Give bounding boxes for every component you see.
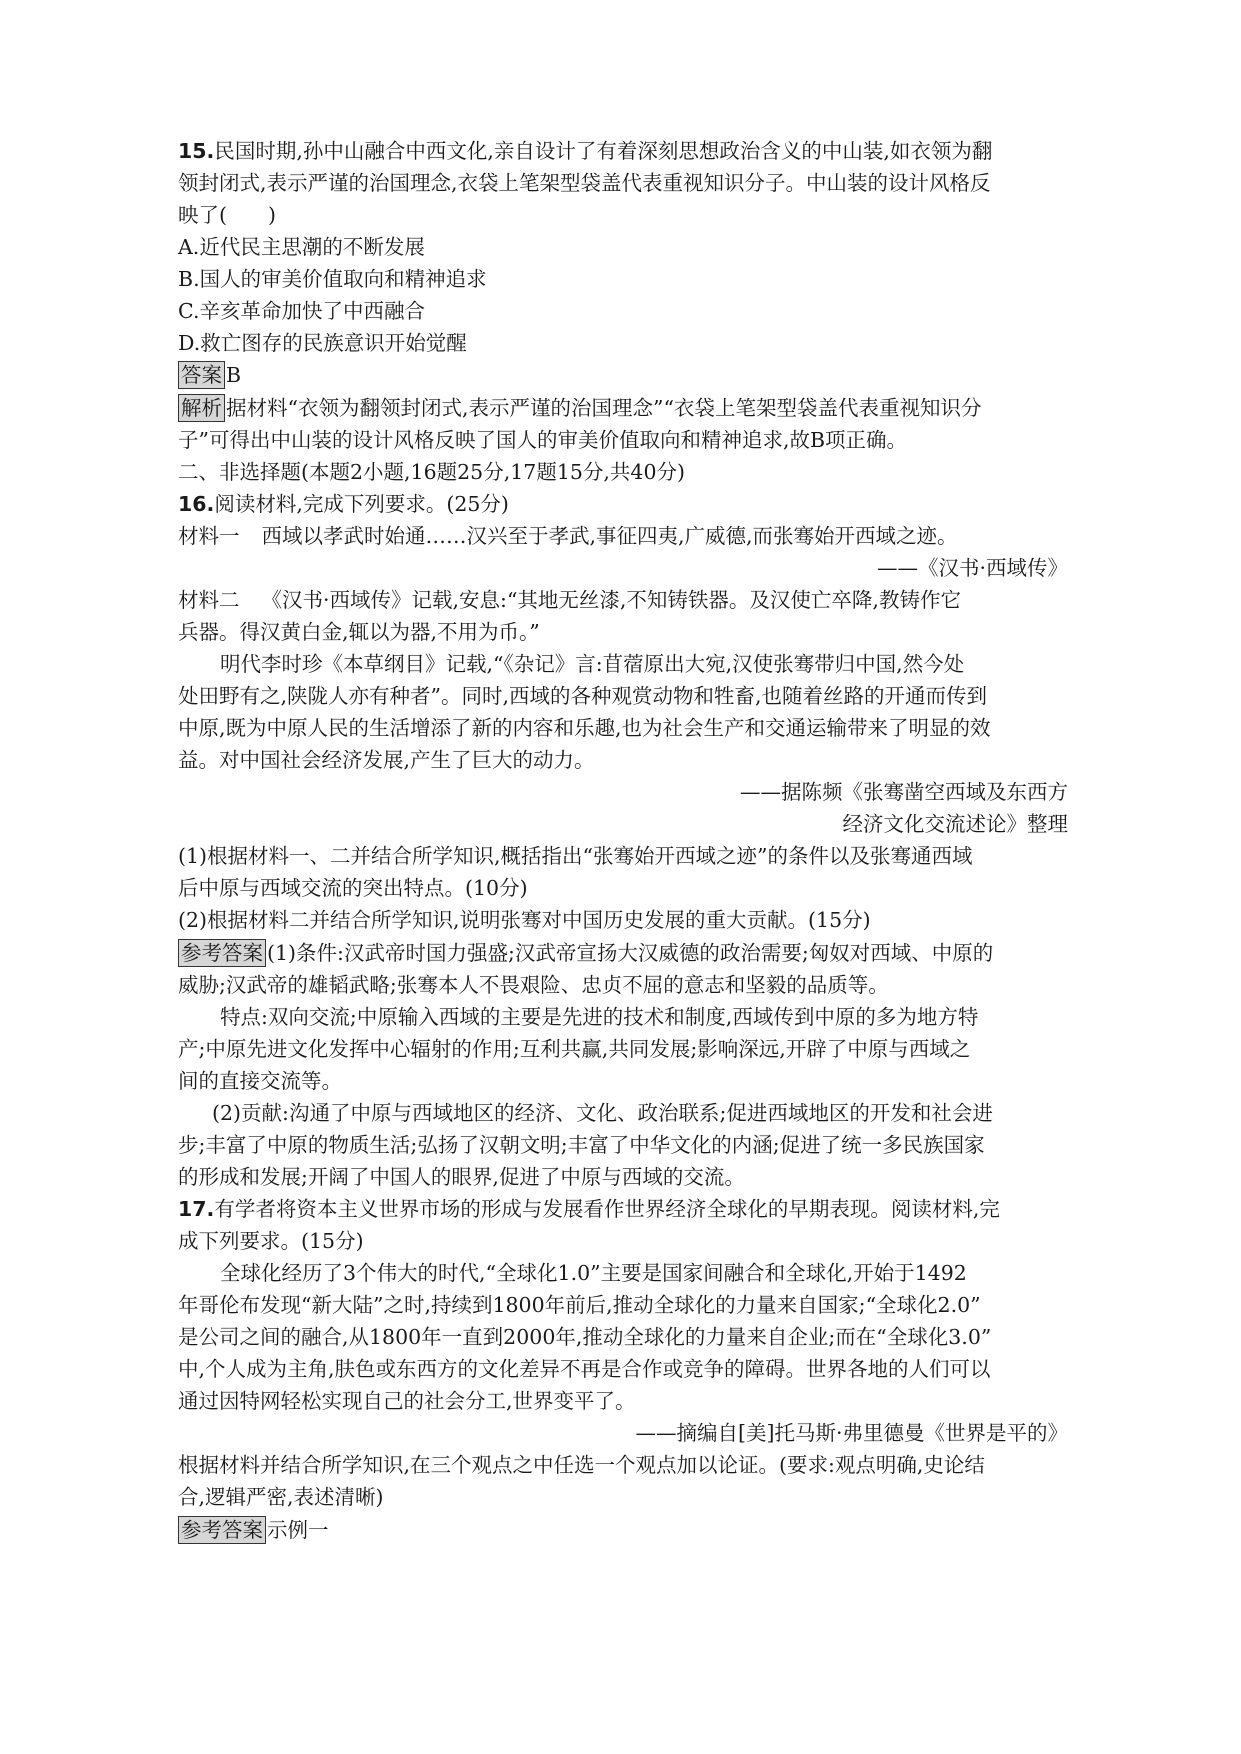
- q16-material-2-line-2: 兵器。得汉黄白金,辄以为器,不用为币。”: [178, 620, 540, 644]
- q16-answer-1-line-2: 威胁;汉武帝的雄韬武略;张骞本人不畏艰险、忠贞不屈的意志和坚毅的品质等。: [178, 973, 889, 997]
- answer-tag: 答案: [178, 361, 225, 389]
- q15-stem-line-3: 映了( ): [178, 203, 276, 227]
- q16-number: 16.: [178, 492, 215, 516]
- q17-material-line-4: 中,个人成为主角,肤色或东西方的文化差异不再是合作或竞争的障碍。世界各地的人们可以: [178, 1357, 991, 1381]
- analysis-tag: 解析: [178, 394, 225, 422]
- q17-material-line-1: 全球化经历了3个伟大的时代,“全球化1.0”主要是国家间融合和全球化,开始于1492: [220, 1261, 967, 1285]
- q16-material-2-source-2: 经济文化交流述论》整理: [842, 812, 1068, 836]
- q16-stem: 16.阅读材料,完成下列要求。(25分): [178, 492, 509, 516]
- q17-requirement-line-1: 根据材料并结合所学知识,在三个观点之中任选一个观点加以论证。(要求:观点明确,史论结: [178, 1453, 985, 1477]
- q16-answer-2-line-3: 的形成和发展;开阔了中国人的眼界,促进了中原与西域的交流。: [178, 1165, 745, 1189]
- q16-requirement-2: (2)根据材料二并结合所学知识,说明张骞对中国历史发展的重大贡献。(15分): [178, 908, 871, 932]
- q16-material-2-para-2-line-1: 明代李时珍《本草纲目》记载,“《杂记》言:苜蓿原出大宛,汉使张骞带归中国,然今处: [220, 652, 965, 676]
- q17-material-line-3: 是公司之间的融合,从1800年一直到2000年,推动全球化的力量来自企业;而在“全球化3.0”: [178, 1325, 992, 1349]
- q16-material-2-source-1: ——据陈频《张骞凿空西域及东西方: [740, 780, 1068, 804]
- material-2-label: 材料二: [178, 588, 240, 612]
- q17-number: 17.: [178, 1197, 215, 1221]
- q17-requirement-line-2: 合,逻辑严密,表述清晰): [178, 1485, 384, 1509]
- q15-number: 15.: [178, 139, 215, 163]
- reference-answer-tag: 参考答案: [178, 939, 266, 967]
- q16-answer-features-line-3: 间的直接交流等。: [178, 1069, 342, 1093]
- answer-value: B: [226, 363, 242, 387]
- q16-requirement-1-line-1: (1)根据材料一、二并结合所学知识,概括指出“张骞始开西域之迹”的条件以及张骞通西域: [178, 844, 973, 868]
- q16-material-2-para-2-line-3: 中原,既为中原人民的生活增添了新的内容和乐趣,也为社会生产和交通运输带来了明显的效: [178, 716, 991, 740]
- q16-material-2-para-2-line-2: 处田野有之,陕陇人亦有种者”。同时,西域的各种观赏动物和牲畜,也随着丝路的开通而传到: [178, 684, 988, 708]
- q16-requirement-1-line-2: 后中原与西域交流的突出特点。(10分): [178, 876, 528, 900]
- q15-analysis-line-2: 子”可得出中山装的设计风格反映了国人的审美价值取向和精神追求,故B项正确。: [178, 428, 908, 452]
- q17-answer: 参考答案 示例一: [178, 1514, 1068, 1546]
- q16-material-2-para-2-line-4: 益。对中国社会经济发展,产生了巨大的动力。: [178, 748, 595, 772]
- q16-answer-2-line-1: (2)贡献:沟通了中原与西域地区的经济、文化、政治联系;促进西域地区的开发和社会进: [212, 1101, 993, 1125]
- q16-material-1-source: ——《汉书·西域传》: [876, 556, 1068, 580]
- q17-material-line-2: 年哥伦布发现“新大陆”之时,持续到1800年前后,推动全球化的力量来自国家;“全球化2.0”: [178, 1293, 981, 1317]
- q15-answer: [178, 359, 1068, 391]
- q15-stem-line-1: 15.民国时期,孙中山融合中西文化,亲自设计了有着深刻思想政治含义的中山装,如衣领为翻: [178, 139, 993, 163]
- q17-material-source: ——摘编自[美]托马斯·弗里德曼《世界是平的》: [635, 1421, 1068, 1445]
- q15-analysis-line-1: 解析 据材料“衣领为翻领封闭式,表示严谨的治国理念”“衣袋上笔架型袋盖代表重视知识分: [178, 392, 1068, 424]
- material-1-label: 材料一: [178, 524, 240, 548]
- q15-option-d: D.救亡图存的民族意识开始觉醒: [178, 331, 467, 355]
- q17-material-line-5: 通过因特网轻松实现自己的社会分工,世界变平了。: [178, 1389, 636, 1413]
- q16-material-2-line-1: 材料二 《汉书·西域传》记载,安息:“其地无丝漆,不知铸铁器。及汉使亡卒降,教铸作它: [178, 588, 961, 612]
- q17-stem-line-2: 成下列要求。(15分): [178, 1229, 364, 1253]
- q16-answer-features-line-2: 产;中原先进文化发挥中心辐射的作用;互利共赢,共同发展;影响深远,开辟了中原与西域之: [178, 1037, 971, 1061]
- section-2-heading: 二、非选择题(本题2小题,16题25分,17题15分,共40分): [178, 460, 686, 484]
- q15-option-b: B.国人的审美价值取向和精神追求: [178, 267, 487, 291]
- q16-answer-features-line-1: 特点:双向交流;中原输入西域的主要是先进的技术和制度,西域传到中原的多为地方特: [220, 1005, 979, 1029]
- q16-answer-2-line-2: 步;丰富了中原的物质生活;弘扬了汉朝文明;丰富了中华文化的内涵;促进了统一多民族国家: [178, 1133, 985, 1157]
- q15-option-a: A.近代民主思潮的不断发展: [178, 235, 425, 259]
- q15-stem-line-2: 领封闭式,表示严谨的治国理念,衣袋上笔架型袋盖代表重视知识分子。中山装的设计风格反: [178, 171, 991, 195]
- q16-answer-1-line-1: 参考答案 (1)条件:汉武帝时国力强盛;汉武帝宣扬大汉威德的政治需要;匈奴对西域、中原的: [178, 937, 1068, 969]
- q15-option-c: C.辛亥革命加快了中西融合: [178, 299, 425, 323]
- q17-stem-line-1: 17.有学者将资本主义世界市场的形成与发展看作世界经济全球化的早期表现。阅读材料,完: [178, 1197, 1000, 1221]
- q16-material-1: 材料一 西域以孝武时始通……汉兴至于孝武,事征四夷,广威德,而张骞始开西域之迹。: [178, 524, 958, 548]
- reference-answer-tag: 参考答案: [178, 1516, 266, 1544]
